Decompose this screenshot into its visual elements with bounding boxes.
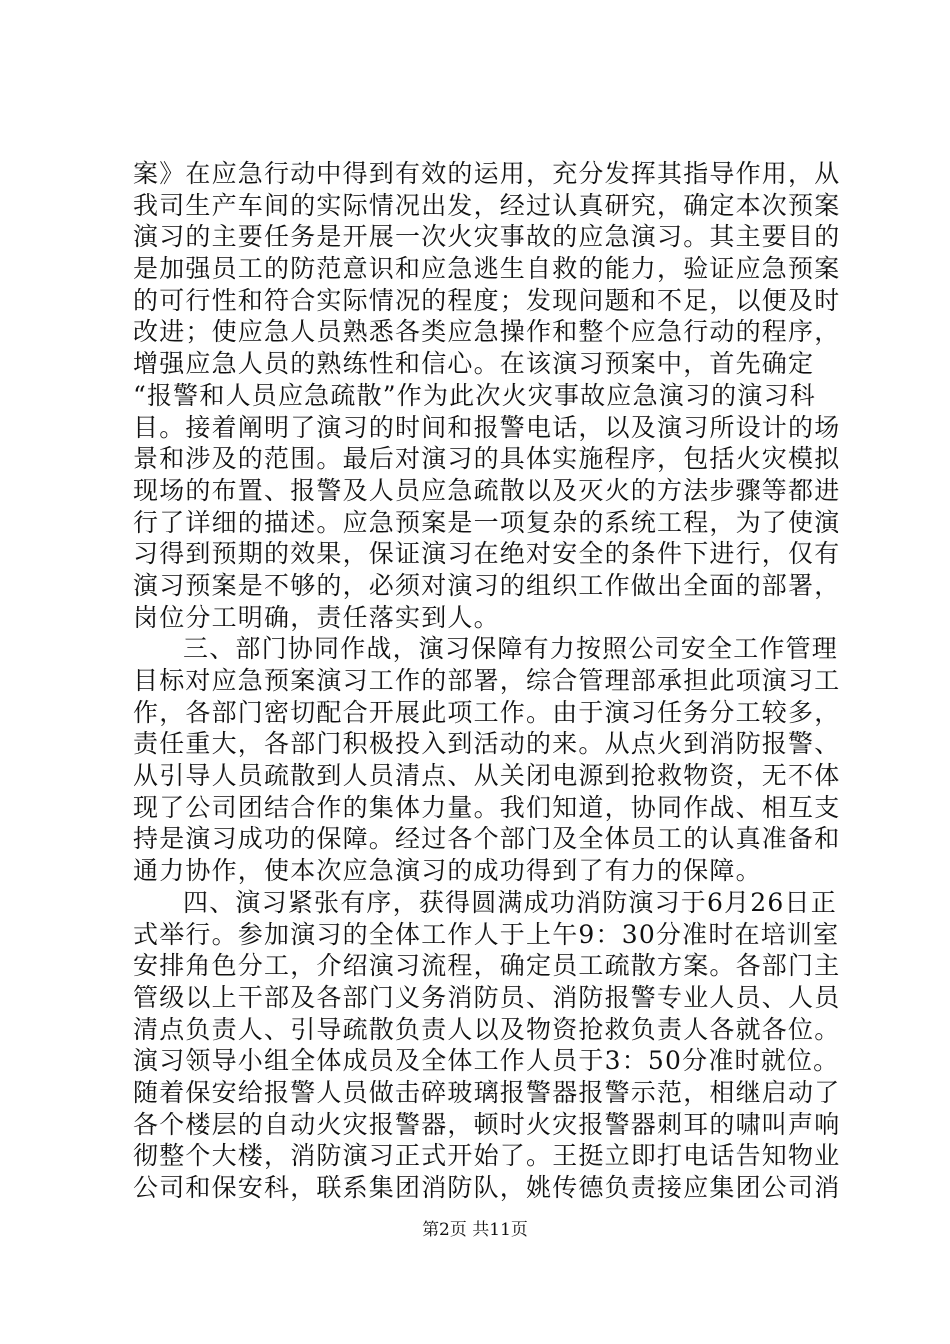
text-line: 行了详细的描述。应急预案是一项复杂的系统工程，为了使演 xyxy=(133,507,841,537)
text-line: 的可行性和符合实际情况的程度；发现问题和不足，以便及时 xyxy=(133,285,841,315)
text-line: 演习领导小组全体成员及全体工作人员于3：50分准时就位。 xyxy=(133,1046,840,1076)
text-line: 管级以上干部及各部门义务消防员、消防报警专业人员、人员 xyxy=(133,982,841,1012)
text-line: 责任重大，各部门积极投入到活动的来。从点火到消防报警、 xyxy=(133,729,841,759)
text-line: 案》在应急行动中得到有效的运用，充分发挥其指导作用，从 xyxy=(133,159,841,188)
text-line: 演习的主要任务是开展一次火灾事故的应急演习。其主要目的 xyxy=(133,222,841,252)
text-line: 随着保安给报警人员做击碎玻璃报警器报警示范，相继启动了 xyxy=(133,1077,841,1107)
text-line: 是加强员工的防范意识和应急逃生自救的能力，验证应急预案 xyxy=(133,254,841,284)
body-text xyxy=(133,158,841,1204)
text-line: 清点负责人、引导疏散负责人以及物资抢救负责人各就各位。 xyxy=(133,1014,841,1044)
text-line: 安排角色分工，介绍演习流程，确定员工疏散方案。各部门主 xyxy=(133,951,841,981)
section-heading-line: 四、演习紧张有序，获得圆满成功消防演习于6月26日正 xyxy=(183,887,837,917)
text-line: 各个楼层的自动火灾报警器，顿时火灾报警器刺耳的啸叫声响 xyxy=(133,1109,841,1139)
text-line: 持是演习成功的保障。经过各个部门及全体员工的认真准备和 xyxy=(133,824,841,854)
text-line: 现了公司团结合作的集体力量。我们知道，协同作战、相互支 xyxy=(133,792,841,822)
text-line: 景和涉及的范围。最后对演习的具体实施程序，包括火灾模拟 xyxy=(133,444,841,474)
text-line: 目。接着阐明了演习的时间和报警电话，以及演习所设计的场 xyxy=(133,412,841,442)
text-line: 增强应急人员的熟练性和信心。在该演习预案中，首先确定 xyxy=(133,349,815,379)
text-line: “报警和人员应急疏散”作为此次火灾事故应急演习的演习科 xyxy=(133,380,816,410)
text-line: 改进；使应急人员熟悉各类应急操作和整个应急行动的程序， xyxy=(133,317,841,347)
text-line: 从引导人员疏散到人员清点、从关闭电源到抢救物资，无不体 xyxy=(133,761,841,791)
text-line: 目标对应急预案演习工作的部署，综合管理部承担此项演习工 xyxy=(133,666,841,695)
text-line: 通力协作，使本次应急演习的成功得到了有力的保障。 xyxy=(133,856,762,886)
text-line: 作，各部门密切配合开展此项工作。由于演习任务分工较多， xyxy=(133,697,841,727)
text-line: 我司生产车间的实际情况出发，经过认真研究，确定本次预案 xyxy=(133,190,841,220)
text-line: 公司和保安科，联系集团消防队，姚传德负责接应集团公司消 xyxy=(133,1173,841,1202)
text-line: 习得到预期的效果，保证演习在绝对安全的条件下进行，仅有 xyxy=(133,539,841,569)
text-line: 式举行。参加演习的全体工作人于上午9：30分准时在培训室 xyxy=(133,919,840,949)
text-line: 演习预案是不够的，必须对演习的组织工作做出全面的部署， xyxy=(133,570,841,600)
text-line: 现场的布置、报警及人员应急疏散以及灭火的方法步骤等都进 xyxy=(133,475,841,505)
section-heading-line: 三、部门协同作战，演习保障有力按照公司安全工作管理 xyxy=(183,634,839,664)
text-line: 彻整个大楼，消防演习正式开始了。王挺立即打电话告知物业 xyxy=(133,1141,841,1171)
text-line: 岗位分工明确，责任落实到人。 xyxy=(133,602,500,632)
page-number-footer: 第2页 共11页 xyxy=(422,1220,528,1240)
